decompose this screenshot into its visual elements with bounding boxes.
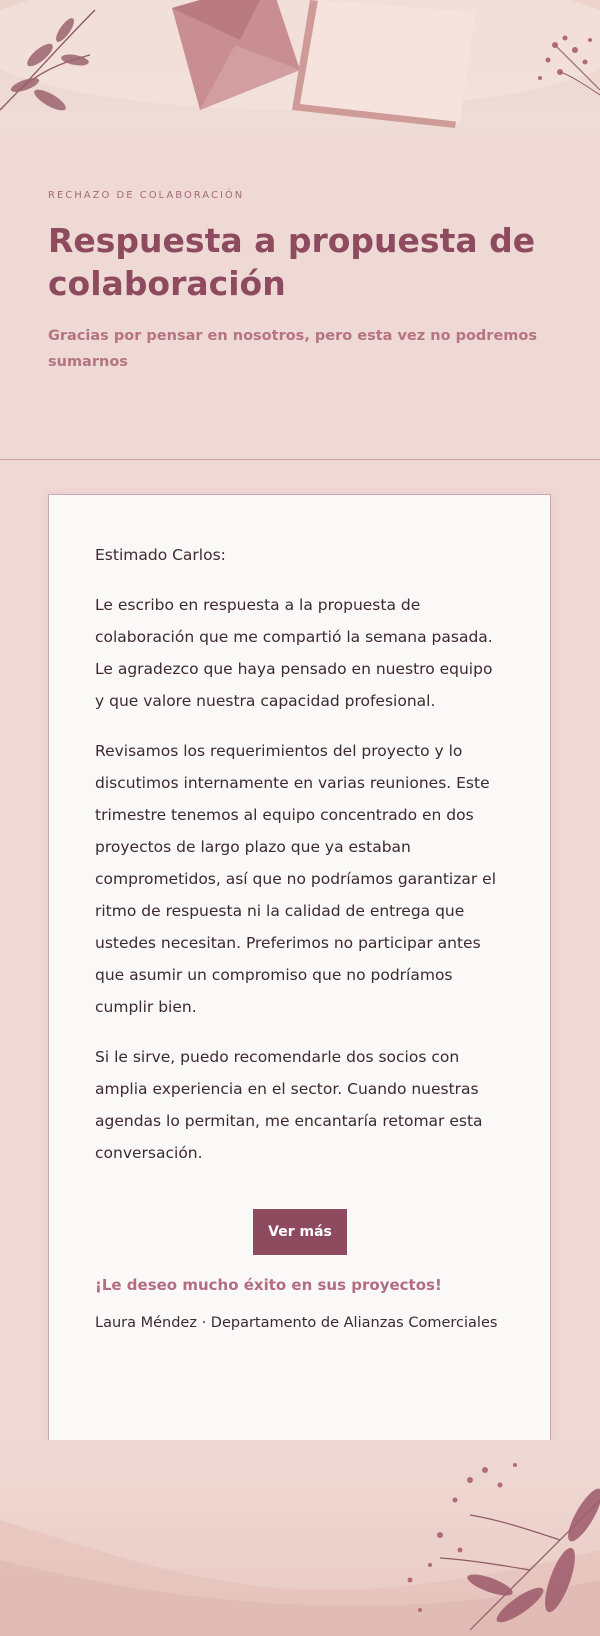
card-icon (292, 0, 475, 128)
header-illustration (0, 0, 600, 150)
letter-signature: Laura Méndez · Departamento de Alianzas Comerciales (95, 1315, 498, 1331)
page-title: Respuesta a propuesta de colaboración (48, 221, 536, 303)
letter-header (48, 150, 558, 375)
letter-greeting: Estimado Carlos: (95, 546, 226, 564)
envelope-card-illustration (0, 0, 600, 150)
letter-closing: ¡Le deseo mucho éxito en sus proyectos! (95, 1276, 442, 1294)
letter-paragraph: Revisamos los requerimientos del proyecto y lo discutimos internamente en varias reuniones. Este trimestre tenemos al equipo concentrado en dos proyectos de largo plazo que ya estaban comprometidos, así que no podríamos garantizar el ritmo de respuesta ni la calidad de entrega que ustedes necesitan. Preferimos no participar antes que asumir un compromiso que no podríamos cumplir bien. (95, 742, 497, 1016)
floral-branches-illustration (0, 1440, 600, 1636)
letter-body (95, 539, 505, 1339)
page-subtitle: Gracias por pensar en nosotros, pero esta vez no podremos sumarnos (48, 328, 537, 370)
footer-illustration (0, 1440, 600, 1636)
button-container (95, 1209, 505, 1255)
letter-card (48, 494, 551, 1442)
header-divider (0, 459, 600, 460)
letter-paragraph: Si le sirve, puedo recomendarle dos socios con amplia experiencia en el sector. Cuando nuestras agendas lo permitan, me encantaría retomar esta conversación. (95, 1048, 483, 1162)
category-label: RECHAZO DE COLABORACIÓN (48, 190, 245, 201)
letter-paragraph: Le escribo en respuesta a la propuesta de colaboración que me compartió la semana pasada. Le agradezco que haya pensado en nuestro equipo y que valore nuestra capacidad profesional. (95, 596, 493, 710)
ver-mas-button[interactable]: Ver más (253, 1209, 347, 1255)
